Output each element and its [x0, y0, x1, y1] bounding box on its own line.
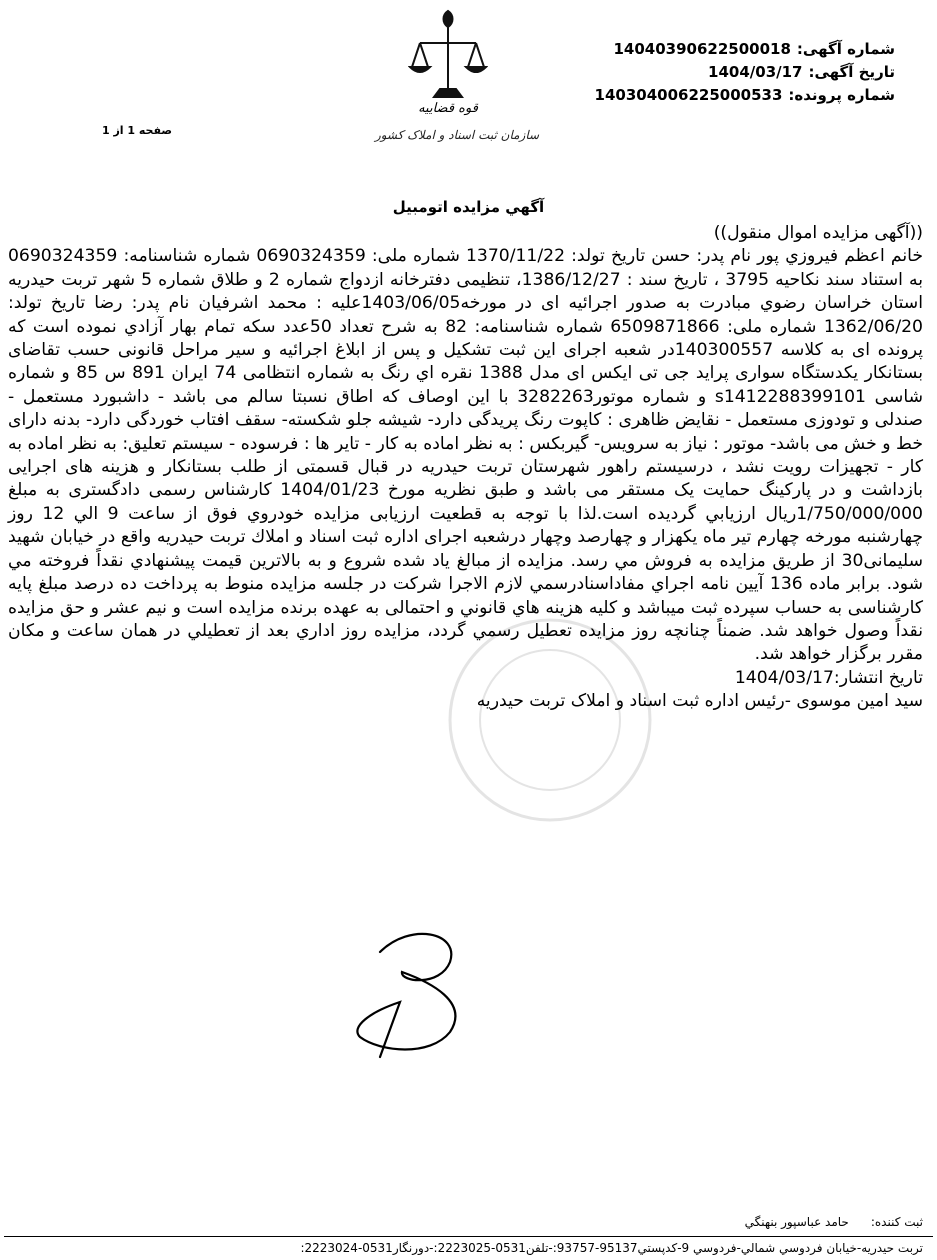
ad-subtitle: ((آگهی مزایده اموال منقول)): [713, 223, 923, 243]
ad-number-row: [535, 38, 895, 61]
registrar-label: ثبت کننده:: [870, 1215, 923, 1229]
org-name-registry: سازمان ثبت اسناد و املاک کشور: [374, 128, 540, 142]
handwritten-signature: [340, 912, 490, 1062]
judiciary-scales-emblem-icon: [408, 5, 488, 105]
file-number-label: شماره پرونده:: [788, 86, 895, 104]
footer-address: تربت حيدريه-خيابان فردوسي شمالي-فردوسي 9-كدپستي95137-93757:-تلفن0531-2223025:-دورنگار0531-2223024:: [300, 1241, 923, 1255]
ad-number-label: شماره آگهی:: [796, 40, 895, 58]
registrar-name: حامد عباسپور بنهنگي: [744, 1215, 849, 1229]
org-name-judiciary: قوه قضاییه: [418, 101, 478, 116]
publish-date: تاريخ انتشار:1404/03/17: [734, 667, 923, 688]
footer-divider: [4, 1236, 933, 1237]
ad-date-label: تاریخ آگهی:: [808, 63, 895, 81]
page-indicator: صفحه 1 از 1: [101, 124, 173, 137]
ad-title: آگهي مزايده اتومبيل: [392, 198, 545, 216]
file-number: 140304006225000533: [594, 86, 783, 104]
ad-body: [8, 222, 923, 714]
ad-date: 1404/03/17: [708, 63, 803, 81]
file-number-row: [535, 84, 895, 107]
signatory: سید امین موسوی -رئیس اداره ثبت اسناد و املاک تربت حيدريه: [476, 691, 923, 712]
ad-main-paragraph: خانم اعظم فيروزي پور نام پدر: حسن تاريخ تولد: 1370/11/22 شماره ملی: 0690324359 شماره شناسنامه: 0690324359 به استناد سند نكاحيه 3795 ، تاريخ سند : 1386/12/27، تنظیمی دفترخانه ازدواج شماره 2 و طلاق شماره 5 شهر تربت حيدريه استان خراسان رضوي مبادرت به صدور اجرائيه ای در مورخه1403/06/05عليه : محمد اشرفيان نام پدر: رضا تاريخ تولد: 1362/06/20 شماره ملی: 6509871866 شماره شناسنامه: 82 به شرح تعداد 50عدد سكه تمام بهار آزادي نموده است كه پرونده ای به كلاسه 140300557در شعبه اجرای این ثبت تشكيل و پس از ابلاغ اجرائيه و سير مراحل قانونی حسب تقاضای بستانكار یکدستگاه سواری پراید جی تی ایکس ای مدل 1388 نقره اي رنگ به شماره انتظامی 74 ايران 891 س 85 و شماره شاسی s1412288399101 و شماره موتور3282263 با این اوصاف كه اطاق نسبتا سالم می باشد - داشبورد مستعمل - صندلی و تودوزی مستعمل - نقایض ظاهری : کاپوت رنگ پریدگی دارد- شیشه جلو شکسته- سقف افتاب خوردگی دارد- بدنه دارای خط و خش می باشد- موتور : نیاز به سرویس- گیربکس : به نظر اماده به کار - تایر ها : فرسوده - سیستم تعلیق: به نظر اماده به کار - تجهیزات رویت نشد ، درسیستم راهور شهرستان تربت حیدریه در قبال قسمتی از طلب بستانکار و هزینه های اجرایی بازداشت و در پارکینگ حمایت یک مستقر می باشد و طبق نظریه مورخ 1404/01/23 کارشناس رسمی دادگستری به مبلغ 1/750/000/000ريال ارزيابي گرديده است.لذا با توجه به قطعيت ارزيابی مزايده خودروي فوق از ساعت 9 الي 12 روز چهارشنبه مورخه چهارم تیر ماه یکهزار و چهارصد وچهار درشعبه اجرای اداره ثبت اسناد و املاك تربت حيدريه واقع در خيابان شهيد سليمانی30 از طريق مزايده به فروش مي رسد. مزايده از مبالغ ياد شده شروع و به بالاترين قيمت پيشنهادي نقداً فروخته مي شود. برابر ماده 136 آيين نامه اجراي مفاداسنادرسمي لازم الاجرا شركت در جلسه مزايده منوط به پرداخت ده درصد مبلغ پايه كارشناسی به حساب سپرده ثبت میباشد و كليه هزينه هاي قانوني و احتمالی به عهده برنده مزايده است و نيم عشر و حق مزايده نقداً وصول خواهد شد. ضمناً چنانچه روز مزايده تعطيل رسمي گردد، مزايده روز اداري بعد از تعطيلي در همان ساعت و مكان مقرر برگزار خواهد شد.: [8, 246, 923, 665]
ad-date-row: [535, 61, 895, 84]
registrar: [745, 1215, 923, 1229]
ad-number: 14040390622500018: [613, 40, 791, 58]
ad-meta: [535, 38, 895, 107]
